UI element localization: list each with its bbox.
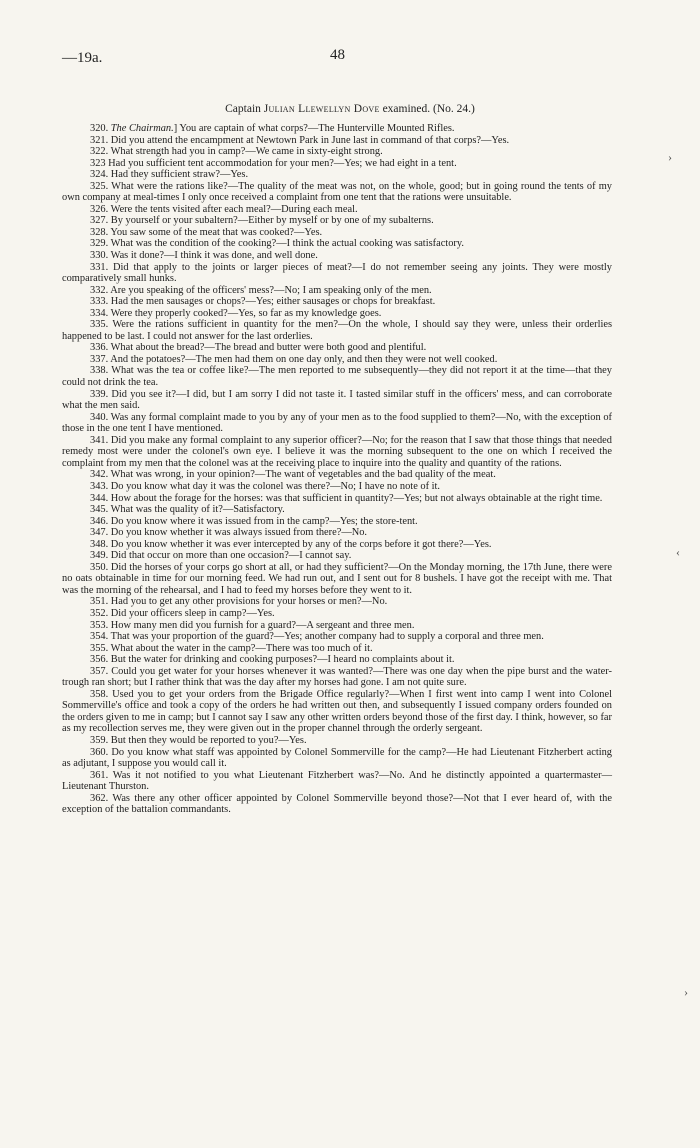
- testimony-paragraph: 341. Did you make any formal complaint to any superior officer?—No; for the reason that I saw that those things that needed remedy most were under the colonel's own eye. I believe it was the morning subsequent to the one on which I received the complaint from my men that the colonel was at the receiving place to inquire into the quality and quantity of the rations.: [62, 434, 612, 469]
- testimony-paragraph: 328. You saw some of the meat that was cooked?—Yes.: [90, 226, 323, 238]
- testimony-paragraph: 362. Was there any other officer appointed by Colonel Sommerville beyond those?—Not that I ever heard of, with the exception of the battalion commandants.: [62, 792, 612, 816]
- testimony-paragraph: 339. Did you see it?—I did, but I am sorry I did not taste it. I tasted similar stuff in the officers' mess, and can corroborate what the men said.: [62, 388, 612, 412]
- testimony-paragraph: 331. Did that apply to the joints or larger pieces of meat?—I do not remember seeing any joints. They were mostly comparatively small hunks.: [62, 261, 612, 285]
- testimony-paragraph: 344. How about the forage for the horses: was that sufficient in quantity?—Yes; but not always obtainable at the right time.: [90, 492, 603, 504]
- testimony-paragraph: 334. Were they properly cooked?—Yes, so far as my knowledge goes.: [90, 307, 382, 319]
- margin-tick-mark: ›: [668, 150, 672, 164]
- testimony-paragraph: 340. Was any formal complaint made to you by any of your men as to the food supplied to them?—No, with the exception of those in the one tent I have mentioned.: [62, 411, 612, 435]
- testimony-paragraph: 347. Do you know whether it was always issued from there?—No.: [90, 527, 368, 539]
- testimony-paragraph: 321. Did you attend the encampment at Newtown Park in June last in command of that corps?—Yes.: [90, 134, 510, 146]
- testimony-paragraph: 338. What was the tea or coffee like?—The men reported to me subsequently—they did not report it at the time—that they could not drink the tea.: [62, 365, 612, 389]
- testimony-paragraph: 361. Was it not notified to you what Lieutenant Fitzherbert was?—No. And he distinctly appointed a quartermaster—Lieutenant Thurston.: [62, 769, 612, 793]
- section-heading: [0, 103, 700, 115]
- testimony-paragraph: 330. Was it done?—I think it was done, and well done.: [90, 250, 318, 262]
- testimony-paragraph: 324. Had they sufficient straw?—Yes.: [90, 169, 249, 181]
- testimony-paragraph: 345. What was the quality of it?—Satisfactory.: [90, 504, 285, 516]
- margin-tick-mark: ›: [684, 985, 688, 999]
- page-number: 48: [330, 47, 345, 63]
- testimony-paragraph: 358. Used you to get your orders from the Brigade Office regularly?—When I first went into camp I went into Colonel Sommerville's office and took a copy of the orders he had written out then, and subsequently I issued company orders founded on the orders given to me in camp; but I cannot say I saw any other written orders beyond those of the first day. I think, however, so far as my recollection serves me, they were given out in the proper channel through the orderly sergeant.: [62, 688, 612, 735]
- heading-suffix: examined. (No. 24.): [382, 103, 475, 115]
- testimony-paragraph: 336. What about the bread?—The bread and butter were both good and plentiful.: [90, 342, 427, 354]
- witness-name: Julian Llewellyn Dove: [263, 103, 380, 115]
- testimony-paragraph: 357. Could you get water for your horses whenever it was wanted?—There was one day when the pipe burst and the water-trough ran short; but I rather think that was the day after my horses had gone. I am not quite sure.: [62, 665, 612, 689]
- testimony-paragraph: 333. Had the men sausages or chops?—Yes; either sausages or chops for breakfast.: [90, 296, 436, 308]
- testimony-paragraph: 326. Were the tents visited after each meal?—During each meal.: [90, 203, 358, 215]
- testimony-paragraph: 335. Were the rations sufficient in quantity for the men?—On the whole, I should say they were, unless their orderlies happened to be last. I could not answer for the last orderlies.: [62, 319, 612, 342]
- testimony-paragraph: 337. And the potatoes?—The men had them on one day only, and then they were not well cooked.: [90, 353, 498, 365]
- testimony-paragraph: 353. How many men did you furnish for a guard?—A sergeant and three men.: [90, 619, 415, 631]
- testimony-paragraph: 351. Had you to get any other provisions for your horses or men?—No.: [90, 596, 388, 608]
- paragraph-text: ] You are captain of what corps?—The Hunterville Mounted Rifles.: [173, 123, 455, 134]
- testimony-paragraph: 354. That was your proportion of the guard?—Yes; another company had to supply a corporal and three men.: [90, 631, 544, 643]
- testimony-paragraph: 329. What was the condition of the cooking?—I think the actual cooking was satisfactory.: [90, 238, 464, 250]
- heading-prefix: Captain: [225, 103, 261, 115]
- testimony-paragraph: 360. Do you know what staff was appointed by Colonel Sommerville for the camp?—He had Lieutenant Fitzherbert acting as adjutant, I suppose you would call it.: [62, 746, 612, 770]
- testimony-paragraph: 349. Did that occur on more than one occasion?—I cannot say.: [90, 550, 352, 562]
- testimony-paragraph: 348. Do you know whether it was ever intercepted by any of the corps before it got there?—Yes.: [90, 538, 492, 550]
- testimony-paragraph: 356. But the water for drinking and cooking purposes?—I heard no complaints about it.: [90, 654, 455, 666]
- testimony-paragraph: 343. Do you know what day it was the colonel was there?—No; I have no note of it.: [90, 480, 441, 492]
- margin-tick-mark: ‹: [676, 545, 680, 559]
- testimony-paragraph: 327. By yourself or your subaltern?—Either by myself or by one of my subalterns.: [90, 215, 434, 227]
- testimony-paragraph: 359. But then they would be reported to you?—Yes.: [90, 734, 307, 746]
- question-number: 320.: [90, 123, 111, 134]
- page-reference: —19a.: [62, 50, 103, 66]
- testimony-paragraph: 355. What about the water in the camp?—There was too much of it.: [90, 642, 373, 654]
- testimony-paragraph: 323 Had you sufficient tent accommodation for your men?—Yes; we had eight in a tent.: [90, 157, 457, 169]
- testimony-paragraph: 342. What was wrong, in your opinion?—The want of vegetables and the bad quality of the meat.: [90, 469, 496, 481]
- testimony-paragraph: 325. What were the rations like?—The quality of the meat was not, on the whole, good; but in going round the tents of my own company at meal-times I only once received a complaint from one tent that the rations were unsuitable.: [62, 180, 612, 204]
- testimony-paragraph: 350. Did the horses of your corps go short at all, or had they sufficient?—On the Monday morning, the 17th June, there were no oats obtainable in time for our morning feed. We had run out, and I sent out for 8 bushels. I have got the receipt with me. That was the morning of the rehearsal, and I had to feed my horses before they went to it.: [62, 561, 612, 596]
- speaker-label: The Chairman.: [110, 123, 174, 134]
- testimony-paragraph: [62, 123, 612, 135]
- testimony-paragraph: 346. Do you know where it was issued from in the camp?—Yes; the store-tent.: [90, 515, 418, 527]
- testimony-paragraph: 332. Are you speaking of the officers' mess?—No; I am speaking only of the men.: [90, 284, 432, 296]
- testimony-paragraph: 352. Did your officers sleep in camp?—Yes.: [90, 607, 275, 619]
- testimony-paragraph: 322. What strength had you in camp?—We came in sixty-eight strong.: [90, 146, 383, 158]
- testimony-body: [62, 123, 612, 816]
